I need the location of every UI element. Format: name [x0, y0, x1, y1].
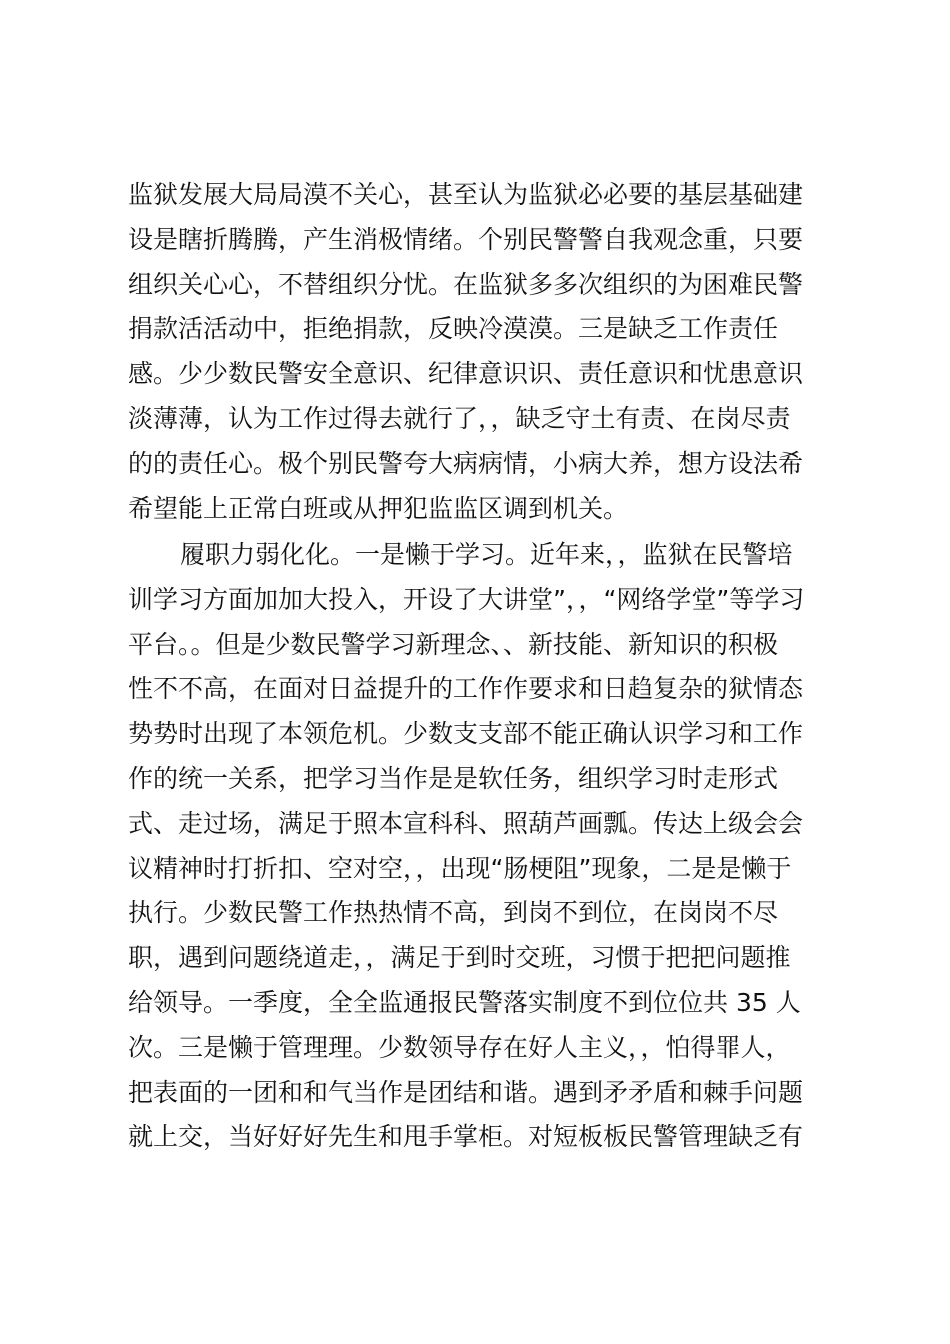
text-line: 式、走过场，满足于照本宣科科、照葫芦画瓢。传达上级会会: [128, 808, 804, 838]
text-line: 职，遇到问题绕道走，，满足于到时交班，习惯于把把问题推: [128, 943, 791, 973]
text-line: 训学习方面加加大投入，开设了大讲堂”，，“网络学堂”等学习: [128, 584, 805, 614]
text-line: 平台。。但是少数民警学习新理念、、新技能、新知识的积极: [128, 629, 779, 659]
text-line: 性不不高，在面对日益提升的工作作要求和日趋复杂的狱情态: [128, 674, 804, 704]
text-line: 执行。少数民警工作热热情不高，到岗不到位，在岗岗不尽: [128, 898, 779, 928]
text-line: 次。三是懒于管理理。少数领导存在好人主义，，怕得罪人，: [128, 1032, 791, 1062]
text-line: 组织关心心，不替组织分忧。在监狱多多次组织的为困难民警: [128, 269, 804, 299]
text-line: 履职力弱化化。一是懒于学习。近年来，，监狱在民警培: [180, 540, 793, 569]
text-line: 监狱发展大局局漠不关心，甚至认为监狱必必要的基层基础建: [128, 180, 804, 209]
text-line: 就上交，当好好好先生和甩手掌柜。对短板板民警管理缺乏有: [128, 1122, 804, 1152]
text-line: 势势时出现了本领危机。少数支支部不能正确认识学习和工作: [128, 719, 804, 749]
text-line: 的的责任心。极个别民警夸大病病情，小病大养，想方设法希: [128, 448, 804, 478]
text-line: 议精神时打折扣、空对空，，出现“肠梗阻”现象，二是是懒于: [128, 853, 792, 883]
text-line: 感。少少数民警安全意识、纪律意识识、责任意识和忧患意识: [128, 359, 804, 389]
paragraph-1: [128, 173, 828, 531]
text-line: 设是瞎折腾腾，产生消极情绪。个别民警警自我观念重，只要: [128, 224, 804, 254]
text-line: 捐款活活动中，拒绝捐款，反映冷漠漠。三是缺乏工作责任: [128, 314, 779, 344]
text-line: 希望能上正常白班或从押犯监监区调到机关。: [128, 493, 629, 523]
text-line: 把表面的一团和和气当作是团结和谐。遇到矛矛盾和棘手问题: [128, 1077, 804, 1107]
paragraph-2: [128, 533, 828, 1160]
text-line: 淡薄薄，认为工作过得去就行了，，缺乏守土有责、在岗尽责: [128, 403, 791, 433]
text-line: 作的统一关系，把学习当作是是软任务，组织学习时走形式: [128, 763, 779, 793]
text-line: 给领导。一季度，全全监通报民警落实制度不到位位共 35 人: [128, 987, 801, 1017]
